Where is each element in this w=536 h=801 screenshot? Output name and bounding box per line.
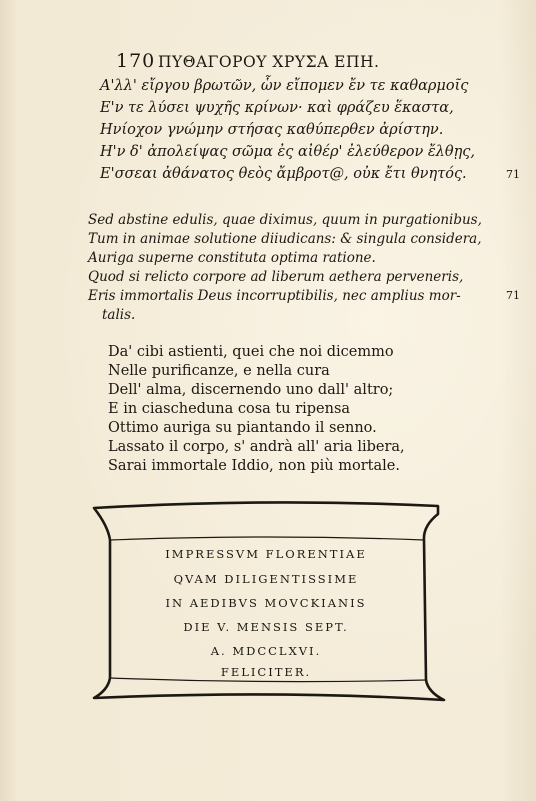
imprint-line: IN AEDIBVS MOVCKIANIS bbox=[165, 596, 367, 610]
latin-verse-line: Quod si relicto corpore ad liberum aethera perveneris, bbox=[88, 269, 464, 285]
italian-verse-line: Dell' alma, discernendo uno dall' altro; bbox=[108, 382, 394, 398]
running-title: ΠΥΘΑΓΟΡΟΥ ΧΡΥΣΑ ΕΠΗ. bbox=[158, 53, 380, 71]
italian-verses bbox=[108, 344, 468, 484]
italian-verse-line: Lassato il corpo, s' andrà all' aria libera, bbox=[108, 439, 405, 455]
greek-verses bbox=[100, 78, 500, 188]
imprint-line: IMPRESSVM FLORENTIAE bbox=[165, 547, 367, 561]
latin-verse-line: Sed abstine edulis, quae diximus, quum in purgationibus, bbox=[88, 212, 482, 228]
italian-verse-line: Nelle purificanze, e nella cura bbox=[108, 363, 330, 379]
latin-verse-line: Tum in animae solutione diiudicans: & singula considera, bbox=[88, 231, 482, 247]
latin-verse-line: Auriga superne constituta optima ratione. bbox=[88, 250, 376, 266]
page-number: 170 bbox=[116, 50, 156, 72]
greek-verse-line: Ε'ν τε λύσει ψυχῆς κρίνων· καὶ φράζευ ἕκαστα, bbox=[100, 100, 454, 116]
latin-verses bbox=[88, 212, 503, 324]
imprint-colophon bbox=[88, 500, 458, 730]
italian-verse-line: Da' cibi astienti, quei che noi dicemmo bbox=[108, 344, 394, 360]
imprint-line: DIE V. MENSIS SEPT. bbox=[183, 620, 349, 634]
greek-verse-line: Α'λλ' εἴργου βρωτῶν, ὧν εἴπομεν ἔν τε καθαρμοῖς bbox=[100, 78, 469, 94]
latin-margin-number: 71 bbox=[506, 289, 520, 302]
greek-verse-line: Ηνίοχον γνώμην στήσας καθύπερθεν ἀρίστην. bbox=[100, 122, 444, 138]
imprint-line: FELICITER. bbox=[220, 665, 312, 679]
italian-verse-line: E in ciascheduna cosa tu ripensa bbox=[108, 401, 351, 417]
latin-verse-line: Eris immortalis Deus incorruptibilis, nec amplius mor- bbox=[88, 288, 461, 304]
greek-verse-line: Η'ν δ' ἀπολείψας σῶμα ἐς αἰθέρ' ἐλεύθερον ἔλθῃς, bbox=[100, 144, 476, 160]
latin-verse-line: talis. bbox=[102, 307, 136, 323]
italian-verse-line: Sarai immortale Iddio, non più mortale. bbox=[108, 458, 400, 474]
imprint-line: A. MDCCLXVI. bbox=[210, 644, 322, 658]
imprint-frame bbox=[88, 500, 458, 730]
imprint-line: QVAM DILIGENTISSIME bbox=[173, 572, 359, 586]
italian-verse-line: Ottimo auriga su piantando il senno. bbox=[108, 420, 377, 436]
greek-verse-line: Ε'σσεαι ἀθάνατος θεὸς ἄμβροτ@, οὐκ ἔτι θνητός. bbox=[100, 166, 467, 182]
greek-margin-number: 71 bbox=[506, 168, 520, 181]
page-header bbox=[116, 52, 416, 74]
